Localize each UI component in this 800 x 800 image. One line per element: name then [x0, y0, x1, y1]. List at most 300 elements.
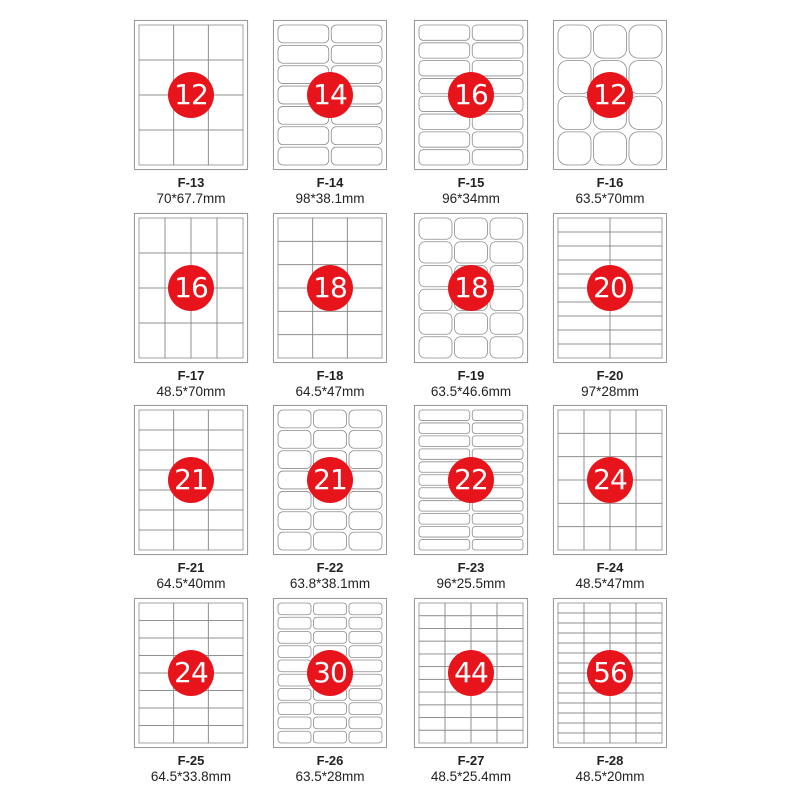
label-cell — [558, 673, 584, 683]
label-count-badge: 16 — [448, 72, 494, 118]
label-cell — [629, 61, 662, 94]
label-cell — [497, 641, 523, 654]
label-cell — [349, 603, 382, 615]
label-cell — [419, 654, 445, 667]
label-count-badge: 22 — [448, 457, 494, 503]
template-code: F-17 — [177, 368, 205, 383]
label-cell — [558, 663, 584, 673]
label-cell — [497, 628, 523, 641]
label-cell — [139, 410, 174, 430]
label-cell — [629, 132, 662, 165]
label-cell — [584, 503, 610, 526]
label-cell — [636, 623, 662, 633]
label-cell — [347, 218, 382, 241]
label-cell — [278, 127, 329, 145]
label-cell — [471, 730, 497, 743]
label-cell — [208, 726, 243, 744]
label-cell — [445, 718, 471, 731]
label-cell — [349, 632, 382, 644]
label-cell — [636, 713, 662, 723]
label-cell — [217, 218, 243, 253]
label-count-badge: 44 — [448, 650, 494, 696]
label-cell — [455, 242, 488, 263]
label-cell — [174, 510, 209, 530]
label-cell — [419, 730, 445, 743]
template-code: F-14 — [316, 175, 344, 190]
label-cell — [278, 703, 311, 715]
template-code: F-26 — [316, 753, 344, 768]
label-count-badge: 14 — [307, 72, 353, 118]
label-cell — [419, 514, 470, 524]
label-cell — [558, 410, 584, 433]
label-cell — [174, 430, 209, 450]
label-cell — [610, 232, 662, 246]
label-cell — [497, 616, 523, 629]
label-cell — [313, 311, 348, 334]
label-cell — [278, 451, 311, 469]
label-cell — [610, 344, 662, 358]
label-cell — [558, 653, 584, 663]
label-cell — [610, 603, 636, 613]
label-cell — [497, 730, 523, 743]
label-cell — [419, 641, 445, 654]
label-sheet-f-27 — [414, 598, 528, 748]
label-size: 96*34mm — [442, 191, 500, 206]
template-code: F-13 — [177, 175, 205, 190]
label-cell — [217, 253, 243, 288]
label-cell — [139, 130, 174, 165]
label-cell — [208, 510, 243, 530]
template-caption — [530, 560, 690, 592]
label-cell — [278, 646, 311, 658]
label-size: 98*38.1mm — [295, 191, 365, 206]
label-cell — [594, 132, 627, 165]
label-cell — [278, 617, 311, 629]
label-cell — [610, 433, 636, 456]
label-count-badge: 21 — [168, 457, 214, 503]
label-cell — [349, 410, 382, 428]
label-cell — [349, 471, 382, 489]
label-cell — [419, 150, 470, 165]
label-cell — [217, 288, 243, 323]
label-cell — [584, 410, 610, 433]
label-cell — [419, 501, 470, 511]
label-cell — [490, 289, 523, 310]
label-cell — [497, 679, 523, 692]
label-count-badge: 18 — [448, 265, 494, 311]
label-cell — [278, 218, 313, 241]
label-cell — [472, 514, 523, 524]
label-cell — [208, 708, 243, 726]
label-size: 63.5*46.6mm — [430, 384, 512, 399]
label-cell — [558, 723, 584, 733]
label-cell — [636, 703, 662, 713]
template-code: F-25 — [177, 753, 205, 768]
label-cell — [558, 232, 610, 246]
label-cell — [610, 703, 636, 713]
label-cell — [584, 527, 610, 550]
label-cell — [314, 632, 347, 644]
label-cell — [610, 503, 636, 526]
label-cell — [313, 218, 348, 241]
label-cell — [472, 114, 523, 129]
label-cell — [558, 433, 584, 456]
template-code: F-24 — [596, 560, 624, 575]
label-cell — [636, 433, 662, 456]
label-cell — [419, 218, 452, 239]
label-cell — [278, 491, 311, 509]
label-cell — [278, 717, 311, 729]
label-cell — [139, 691, 174, 709]
label-cell — [349, 512, 382, 530]
label-cell — [208, 490, 243, 510]
label-cell — [139, 323, 165, 358]
label-cell — [314, 703, 347, 715]
template-caption — [250, 368, 410, 400]
template-caption — [111, 368, 271, 400]
label-cell — [419, 679, 445, 692]
template-code: F-16 — [596, 175, 624, 190]
label-cell — [165, 323, 191, 358]
label-cell — [419, 667, 445, 680]
label-cell — [208, 430, 243, 450]
label-cell — [419, 337, 452, 358]
label-cell — [208, 410, 243, 430]
label-cell — [558, 330, 610, 344]
label-cell — [278, 25, 329, 43]
label-cell — [490, 266, 523, 287]
label-cell — [278, 335, 313, 358]
label-cell — [558, 623, 584, 633]
label-cell — [419, 242, 452, 263]
label-cell — [472, 43, 523, 58]
label-cell — [139, 510, 174, 530]
label-cell — [610, 218, 662, 232]
label-cell — [490, 313, 523, 334]
label-cell — [139, 288, 165, 323]
label-cell — [636, 663, 662, 673]
label-size: 63.5*70mm — [575, 191, 645, 206]
template-code: F-27 — [457, 753, 485, 768]
label-cell — [455, 313, 488, 334]
label-cell — [314, 717, 347, 729]
label-sheet-f-17 — [134, 213, 248, 363]
label-size: 48.5*47mm — [575, 576, 645, 591]
label-cell — [347, 335, 382, 358]
label-count-badge: 30 — [307, 650, 353, 696]
label-cell — [208, 603, 243, 621]
label-sheet-f-28 — [553, 598, 667, 748]
label-cell — [584, 703, 610, 713]
label-cell — [419, 628, 445, 641]
label-cell — [139, 25, 174, 60]
label-cell — [331, 127, 382, 145]
label-cell — [558, 61, 591, 94]
template-code: F-23 — [457, 560, 485, 575]
label-cell — [191, 218, 217, 253]
label-cell — [610, 733, 636, 743]
label-cell — [419, 266, 452, 287]
label-cell — [331, 25, 382, 43]
label-cell — [419, 705, 445, 718]
label-cell — [558, 713, 584, 723]
label-cell — [558, 613, 584, 623]
label-size: 64.5*47mm — [295, 384, 365, 399]
label-cell — [314, 410, 347, 428]
template-code: F-22 — [316, 560, 344, 575]
label-size: 64.5*33.8mm — [150, 769, 232, 784]
label-cell — [349, 689, 382, 701]
label-size: 64.5*40mm — [156, 576, 226, 591]
label-cell — [208, 130, 243, 165]
label-cell — [278, 532, 311, 550]
label-cell — [558, 480, 584, 503]
label-cell — [471, 705, 497, 718]
label-cell — [419, 540, 470, 550]
label-count-badge: 12 — [587, 72, 633, 118]
label-cell — [349, 674, 382, 686]
label-cell — [208, 691, 243, 709]
label-cell — [139, 430, 174, 450]
label-cell — [455, 337, 488, 358]
template-caption — [530, 175, 690, 207]
label-cell — [278, 603, 311, 615]
label-cell — [636, 653, 662, 663]
label-cell — [419, 692, 445, 705]
template-caption — [530, 753, 690, 785]
label-cell — [314, 512, 347, 530]
label-cell — [139, 603, 174, 621]
label-cell — [497, 654, 523, 667]
label-cell — [139, 218, 165, 253]
label-cell — [472, 436, 523, 446]
label-cell — [584, 723, 610, 733]
label-cell — [347, 311, 382, 334]
label-cell — [558, 96, 591, 129]
label-sheet-f-22 — [273, 405, 387, 555]
label-cell — [636, 603, 662, 613]
label-cell — [636, 480, 662, 503]
template-code: F-20 — [596, 368, 624, 383]
label-cell — [584, 613, 610, 623]
label-cell — [497, 692, 523, 705]
label-size: 48.5*20mm — [575, 769, 645, 784]
template-code: F-19 — [457, 368, 485, 383]
label-cell — [349, 617, 382, 629]
label-cell — [349, 660, 382, 672]
label-count-badge: 16 — [168, 265, 214, 311]
label-cell — [558, 457, 584, 480]
template-caption — [530, 368, 690, 400]
label-cell — [636, 643, 662, 653]
label-cell — [313, 241, 348, 264]
label-cell — [314, 532, 347, 550]
label-cell — [636, 683, 662, 693]
label-cell — [610, 410, 636, 433]
template-caption — [391, 368, 551, 400]
label-cell — [174, 603, 209, 621]
label-cell — [174, 410, 209, 430]
label-cell — [349, 717, 382, 729]
label-size: 70*67.7mm — [156, 191, 226, 206]
label-cell — [313, 335, 348, 358]
label-cell — [349, 451, 382, 469]
label-cell — [636, 503, 662, 526]
label-cell — [636, 410, 662, 433]
label-cell — [636, 457, 662, 480]
label-size: 48.5*25.4mm — [430, 769, 512, 784]
label-cell — [419, 616, 445, 629]
template-code: F-15 — [457, 175, 485, 190]
label-cell — [314, 430, 347, 448]
label-sheet-f-13 — [134, 20, 248, 170]
label-cell — [472, 423, 523, 433]
label-cell — [471, 616, 497, 629]
label-cell — [471, 718, 497, 731]
label-cell — [558, 316, 610, 330]
label-cell — [558, 132, 591, 165]
label-cell — [497, 718, 523, 731]
template-caption — [250, 753, 410, 785]
label-cell — [594, 25, 627, 58]
label-cell — [314, 603, 347, 615]
label-cell — [349, 532, 382, 550]
label-cell — [208, 638, 243, 656]
label-cell — [208, 530, 243, 550]
label-cell — [208, 450, 243, 470]
label-cell — [472, 501, 523, 511]
label-cell — [610, 527, 636, 550]
label-cell — [471, 628, 497, 641]
label-cell — [419, 423, 470, 433]
label-cell — [610, 246, 662, 260]
label-cell — [610, 713, 636, 723]
label-count-badge: 24 — [168, 650, 214, 696]
label-cell — [419, 436, 470, 446]
label-cell — [558, 246, 610, 260]
label-cell — [278, 430, 311, 448]
label-cell — [419, 718, 445, 731]
label-cell — [455, 218, 488, 239]
label-cell — [278, 45, 329, 63]
label-cell — [629, 96, 662, 129]
label-sheet-f-14 — [273, 20, 387, 170]
label-cell — [636, 673, 662, 683]
label-cell — [636, 723, 662, 733]
label-cell — [636, 693, 662, 703]
label-size: 97*28mm — [581, 384, 639, 399]
label-cell — [208, 621, 243, 639]
label-cell — [490, 218, 523, 239]
label-cell — [278, 660, 311, 672]
label-cell — [139, 253, 165, 288]
label-cell — [445, 603, 471, 616]
label-cell — [314, 731, 347, 743]
label-cell — [278, 147, 329, 165]
label-count-badge: 21 — [307, 457, 353, 503]
label-cell — [139, 621, 174, 639]
label-size: 96*25.5mm — [436, 576, 506, 591]
label-cell — [471, 603, 497, 616]
label-count-badge: 20 — [587, 265, 633, 311]
label-cell — [139, 530, 174, 550]
label-cell — [208, 25, 243, 60]
label-count-badge: 24 — [587, 457, 633, 503]
label-cell — [174, 621, 209, 639]
label-cell — [314, 617, 347, 629]
label-cell — [278, 241, 313, 264]
label-cell — [558, 693, 584, 703]
label-cell — [558, 218, 610, 232]
label-size: 63.5*28mm — [295, 769, 365, 784]
label-cell — [490, 337, 523, 358]
label-count-badge: 56 — [587, 650, 633, 696]
label-cell — [610, 623, 636, 633]
label-cell — [636, 527, 662, 550]
template-caption — [250, 560, 410, 592]
template-caption — [111, 175, 271, 207]
label-count-badge: 18 — [307, 265, 353, 311]
template-code: F-18 — [316, 368, 344, 383]
label-cell — [497, 603, 523, 616]
label-cell — [174, 726, 209, 744]
label-size: 63.8*38.1mm — [289, 576, 371, 591]
label-sheet-f-16 — [553, 20, 667, 170]
label-cell — [349, 646, 382, 658]
label-cell — [558, 603, 584, 613]
label-cell — [349, 703, 382, 715]
label-cell — [208, 95, 243, 130]
label-cell — [445, 616, 471, 629]
label-cell — [558, 703, 584, 713]
label-cell — [419, 313, 452, 334]
label-cell — [419, 289, 452, 310]
label-sheet-f-21 — [134, 405, 248, 555]
label-cell — [472, 527, 523, 537]
template-caption — [111, 753, 271, 785]
label-cell — [217, 323, 243, 358]
label-cell — [419, 410, 470, 420]
label-cell — [278, 512, 311, 530]
label-cell — [558, 344, 610, 358]
label-cell — [584, 633, 610, 643]
label-cell — [174, 25, 209, 60]
template-caption — [391, 175, 551, 207]
template-caption — [250, 175, 410, 207]
label-cell — [419, 43, 470, 58]
label-cell — [349, 731, 382, 743]
label-cell — [174, 708, 209, 726]
label-size: 48.5*70mm — [156, 384, 226, 399]
label-cell — [191, 323, 217, 358]
label-cell — [472, 132, 523, 147]
label-sheet-f-24 — [553, 405, 667, 555]
label-cell — [558, 503, 584, 526]
label-cell — [610, 330, 662, 344]
label-cell — [419, 527, 470, 537]
label-cell — [472, 540, 523, 550]
label-cell — [445, 730, 471, 743]
label-cell — [472, 410, 523, 420]
label-cell — [278, 410, 311, 428]
label-cell — [278, 632, 311, 644]
label-cell — [610, 633, 636, 643]
label-cell — [278, 311, 313, 334]
template-code: F-28 — [596, 753, 624, 768]
label-cell — [331, 147, 382, 165]
template-caption — [391, 753, 551, 785]
label-cell — [174, 530, 209, 550]
